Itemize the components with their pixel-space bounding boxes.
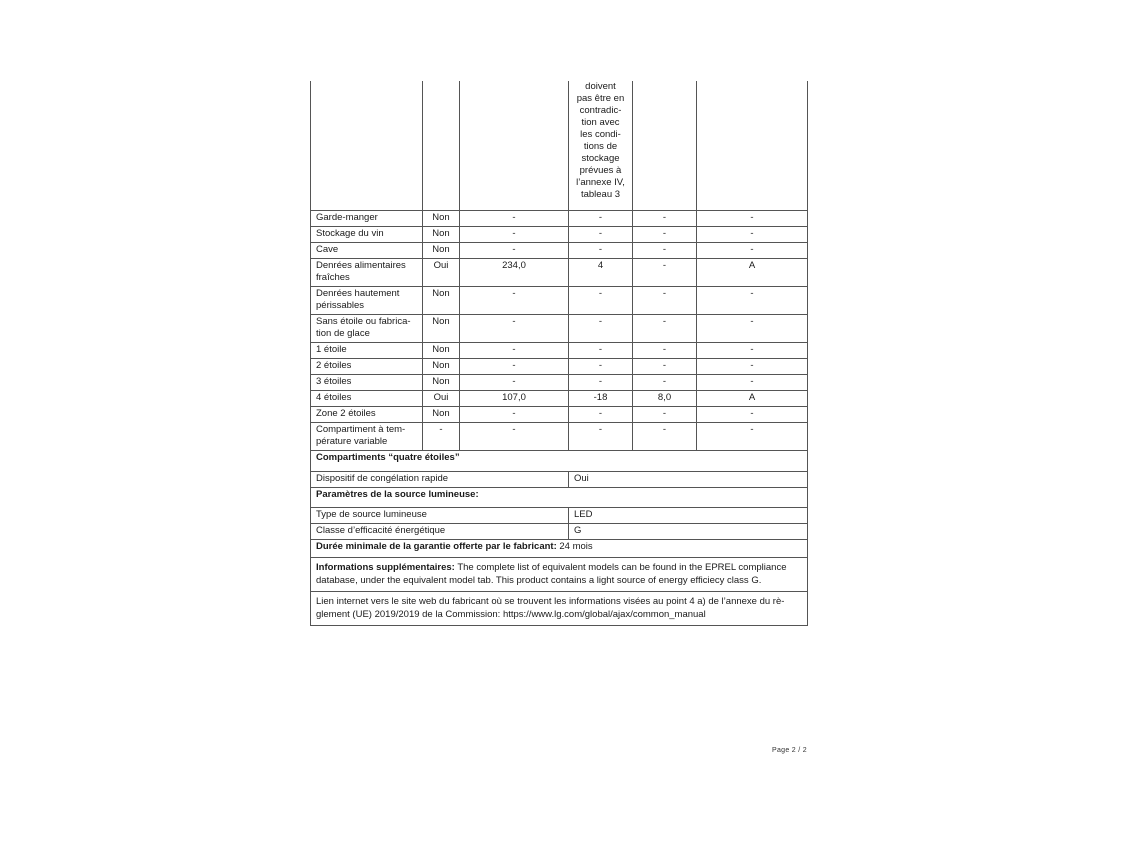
continuation-row — [311, 81, 808, 211]
compartment-row — [311, 391, 808, 407]
compartment-freezing-capacity: - — [633, 359, 697, 375]
compartment-present: Non — [423, 359, 460, 375]
compartment-energy-class: - — [697, 315, 808, 343]
web-link-row — [311, 592, 808, 626]
compartment-freezing-capacity: - — [633, 211, 697, 227]
compartment-temperature: - — [569, 243, 633, 259]
compartment-temperature: - — [569, 375, 633, 391]
fast-freeze-value: Oui — [569, 472, 808, 488]
compartment-volume: - — [460, 423, 569, 451]
compartment-freezing-capacity: - — [633, 315, 697, 343]
light-class-label: Classe d’efficacité énergétique — [311, 524, 569, 540]
continuation-line: prévues à — [579, 165, 622, 176]
four-star-heading: Compartiments “quatre étoiles” — [311, 451, 808, 472]
web-link-text: Lien internet vers le site web du fabricant où se trouvent les informations visées au point 4 a) de l’annexe du rè-glement (UE) 2019/2019 de la Commission: — [316, 596, 785, 620]
compartment-freezing-capacity: - — [633, 343, 697, 359]
additional-info-cell — [311, 558, 808, 592]
compartment-volume: - — [460, 227, 569, 243]
compartment-temperature: - — [569, 227, 633, 243]
compartment-row — [311, 359, 808, 375]
continuation-line: les condi- — [580, 129, 621, 140]
additional-info-text: The complete list of equivalent models can be found in the EPREL compliance database, under the equivalent model tab. This product contains a light source of energy efficiecy class G. — [316, 562, 787, 586]
continuation-text-cell — [569, 81, 633, 211]
compartment-name: Compartiment à tem-pérature variable — [311, 423, 423, 451]
continuation-empty-cell — [633, 81, 697, 211]
light-source-heading-row — [311, 488, 808, 508]
compartment-volume: - — [460, 343, 569, 359]
compartment-row — [311, 259, 808, 287]
compartment-temperature: - — [569, 315, 633, 343]
continuation-line: l’annexe IV, — [576, 177, 625, 188]
compartment-temperature: - — [569, 211, 633, 227]
compartment-energy-class: - — [697, 287, 808, 315]
compartment-name: 2 étoiles — [311, 359, 423, 375]
compartment-name: 4 étoiles — [311, 391, 423, 407]
compartment-volume: - — [460, 211, 569, 227]
compartment-present: Non — [423, 211, 460, 227]
compartment-volume: - — [460, 315, 569, 343]
compartment-name: Denrées hautement périssables — [311, 287, 423, 315]
light-type-label: Type de source lumineuse — [311, 508, 569, 524]
warranty-cell — [311, 540, 808, 558]
continuation-line: tableau 3 — [580, 189, 621, 200]
compartment-volume: 107,0 — [460, 391, 569, 407]
compartment-row — [311, 211, 808, 227]
warranty-row — [311, 540, 808, 558]
compartment-energy-class: - — [697, 227, 808, 243]
continuation-empty-cell — [423, 81, 460, 211]
compartment-name: Stockage du vin — [311, 227, 423, 243]
warranty-label: Durée minimale de la garantie offerte par le fabricant: — [316, 541, 557, 552]
continuation-line: contradic- — [579, 105, 622, 116]
compartment-energy-class: A — [697, 259, 808, 287]
compartment-row — [311, 423, 808, 451]
compartment-present: Non — [423, 227, 460, 243]
compartment-freezing-capacity: - — [633, 259, 697, 287]
compartment-present: Non — [423, 287, 460, 315]
compartment-row — [311, 243, 808, 259]
compartment-name: Denrées alimentaires fraîches — [311, 259, 423, 287]
page-number: Page 2 / 2 — [772, 747, 807, 754]
compartment-temperature: - — [569, 287, 633, 315]
compartment-energy-class: - — [697, 211, 808, 227]
compartment-present: - — [423, 423, 460, 451]
compartment-row — [311, 315, 808, 343]
light-source-heading: Paramètres de la source lumineuse: — [311, 488, 808, 508]
compartment-temperature: 4 — [569, 259, 633, 287]
compartment-row — [311, 343, 808, 359]
light-class-row — [311, 524, 808, 540]
compartment-volume: - — [460, 407, 569, 423]
compartment-energy-class: - — [697, 375, 808, 391]
continuation-empty-cell — [697, 81, 808, 211]
continuation-line: tion avec — [581, 117, 620, 128]
document-page — [310, 81, 807, 626]
compartment-temperature: - — [569, 359, 633, 375]
continuation-line: stockage — [581, 153, 620, 164]
compartment-row — [311, 227, 808, 243]
continuation-line: pas être en — [576, 93, 625, 104]
compartment-row — [311, 407, 808, 423]
compartment-freezing-capacity: - — [633, 243, 697, 259]
compartment-name: Sans étoile ou fabrica-tion de glace — [311, 315, 423, 343]
continuation-line: tions de — [583, 141, 618, 152]
additional-info-label: Informations supplémentaires: — [316, 562, 455, 573]
compartment-freezing-capacity: - — [633, 227, 697, 243]
compartment-freezing-capacity: 8,0 — [633, 391, 697, 407]
compartment-name: 3 étoiles — [311, 375, 423, 391]
compartment-energy-class: - — [697, 359, 808, 375]
compartment-name: 1 étoile — [311, 343, 423, 359]
compartment-table — [310, 81, 808, 626]
light-class-value: G — [569, 524, 808, 540]
compartment-row — [311, 287, 808, 315]
compartment-present: Oui — [423, 259, 460, 287]
continuation-empty-cell — [460, 81, 569, 211]
compartment-temperature: - — [569, 423, 633, 451]
compartment-name: Garde-manger — [311, 211, 423, 227]
compartment-volume: - — [460, 359, 569, 375]
four-star-heading-row — [311, 451, 808, 472]
compartment-temperature: - — [569, 343, 633, 359]
compartment-volume: - — [460, 287, 569, 315]
continuation-line: doivent — [585, 81, 616, 92]
fast-freeze-label: Dispositif de congélation rapide — [311, 472, 569, 488]
compartment-volume: 234,0 — [460, 259, 569, 287]
compartment-present: Non — [423, 343, 460, 359]
compartment-energy-class: - — [697, 343, 808, 359]
compartment-present: Oui — [423, 391, 460, 407]
compartment-row — [311, 375, 808, 391]
compartment-freezing-capacity: - — [633, 287, 697, 315]
compartment-present: Non — [423, 407, 460, 423]
compartment-volume: - — [460, 243, 569, 259]
compartment-freezing-capacity: - — [633, 407, 697, 423]
warranty-value: 24 mois — [559, 541, 593, 552]
light-type-value: LED — [569, 508, 808, 524]
compartment-volume: - — [460, 375, 569, 391]
compartment-freezing-capacity: - — [633, 423, 697, 451]
compartment-freezing-capacity: - — [633, 375, 697, 391]
compartment-energy-class: A — [697, 391, 808, 407]
web-link-cell — [311, 592, 808, 626]
fast-freeze-row — [311, 472, 808, 488]
additional-info-row — [311, 558, 808, 592]
compartment-present: Non — [423, 315, 460, 343]
compartment-present: Non — [423, 375, 460, 391]
compartment-name: Zone 2 étoiles — [311, 407, 423, 423]
compartment-name: Cave — [311, 243, 423, 259]
compartment-temperature: -18 — [569, 391, 633, 407]
manufacturer-link[interactable]: https://www.lg.com/global/ajax/common_manual — [502, 609, 706, 620]
compartment-energy-class: - — [697, 423, 808, 451]
compartment-temperature: - — [569, 407, 633, 423]
compartment-energy-class: - — [697, 243, 808, 259]
continuation-empty-cell — [311, 81, 423, 211]
compartment-energy-class: - — [697, 407, 808, 423]
compartment-present: Non — [423, 243, 460, 259]
light-type-row — [311, 508, 808, 524]
